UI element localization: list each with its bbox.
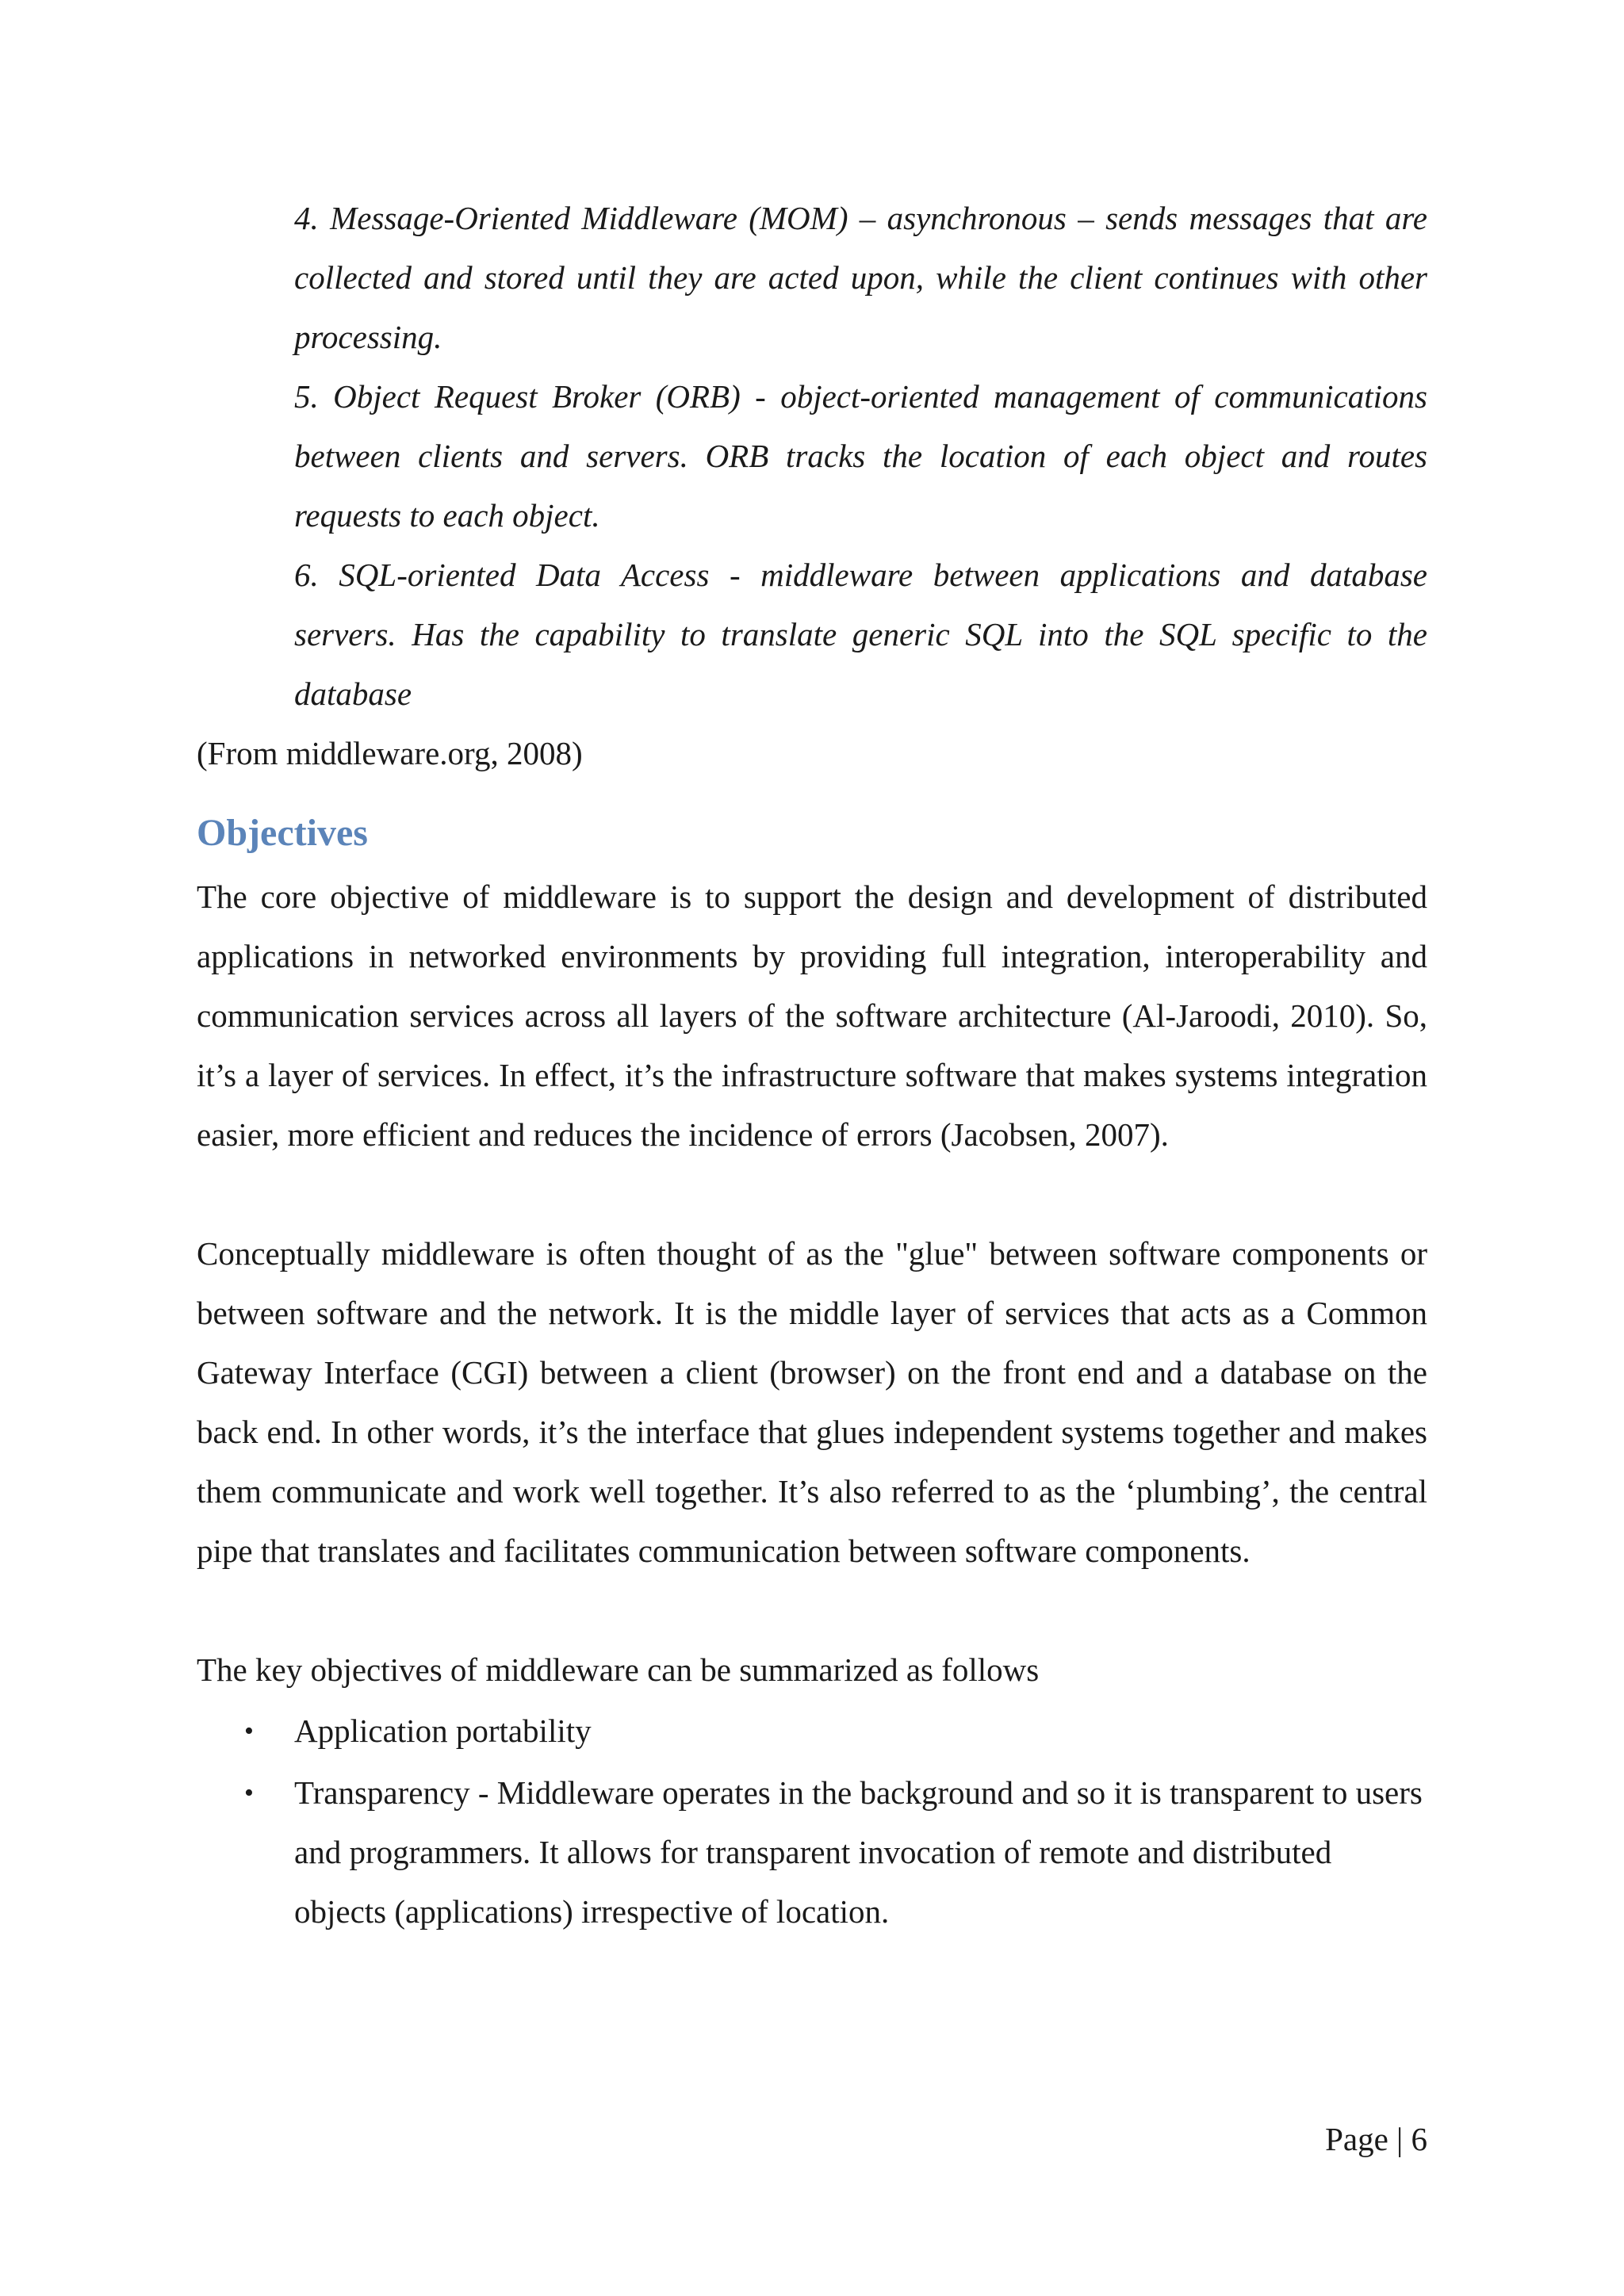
- page-content: [197, 189, 1427, 1944]
- quoted-list-item: 4. Message-Oriented Middleware (MOM) – asynchronous – sends messages that are collected and stored until they are acted upon, while the client continues with other processing.: [294, 200, 1427, 355]
- bullet-list-item: [197, 1763, 1427, 1942]
- body-paragraph: The core objective of middleware is to support the design and development of distributed applications in networked environments by providing full integration, interoperability and communication services across all layers of the software architecture (Al-Jaroodi, 2010). So, it’s a layer of services. In effect, it’s the infrastructure software that makes systems integration easier, more efficient and reduces the incidence of errors (Jacobsen, 2007).: [197, 878, 1427, 1153]
- quoted-list-item: 6. SQL-oriented Data Access - middleware between applications and database servers. Has the capability to translate generic SQL into the SQL specific to the database: [294, 557, 1427, 712]
- bullet-icon: •: [244, 1778, 254, 1808]
- bullet-list-item: [197, 1701, 1427, 1761]
- paragraph-spacer: [197, 1581, 1427, 1640]
- bullet-text: Application portability: [294, 1712, 592, 1749]
- section-heading: Objectives: [197, 812, 368, 854]
- bullet-icon: •: [244, 1716, 254, 1746]
- quoted-list-item: 5. Object Request Broker (ORB) - object-oriented management of communications between clients and servers. ORB tracks the location of each object and routes requests to each object.: [294, 378, 1427, 534]
- bullet-text: Transparency - Middleware operates in the background and so it is transparent to users and programmers. It allows for transparent invocation of remote and distributed objects (applications) irrespective of location.: [294, 1774, 1423, 1930]
- bullet-list: [197, 1701, 1427, 1942]
- quoted-list: [197, 189, 1427, 724]
- list-intro: The key objectives of middleware can be summarized as follows: [197, 1651, 1040, 1688]
- page-number: Page | 6: [1325, 2121, 1427, 2157]
- paragraph-spacer: [197, 1165, 1427, 1224]
- citation: (From middleware.org, 2008): [197, 735, 583, 771]
- body-paragraph: Conceptually middleware is often thought of as the "glue" between software components or between software and the network. It is the middle layer of services that acts as a Common Gateway Interface (CGI) between a client (browser) on the front end and a database on the back end. In other words, it’s the interface that glues independent systems together and makes them communicate and work well together. It’s also referred to as the ‘plumbing’, the central pipe that translates and facilitates communication between software components.: [197, 1235, 1427, 1569]
